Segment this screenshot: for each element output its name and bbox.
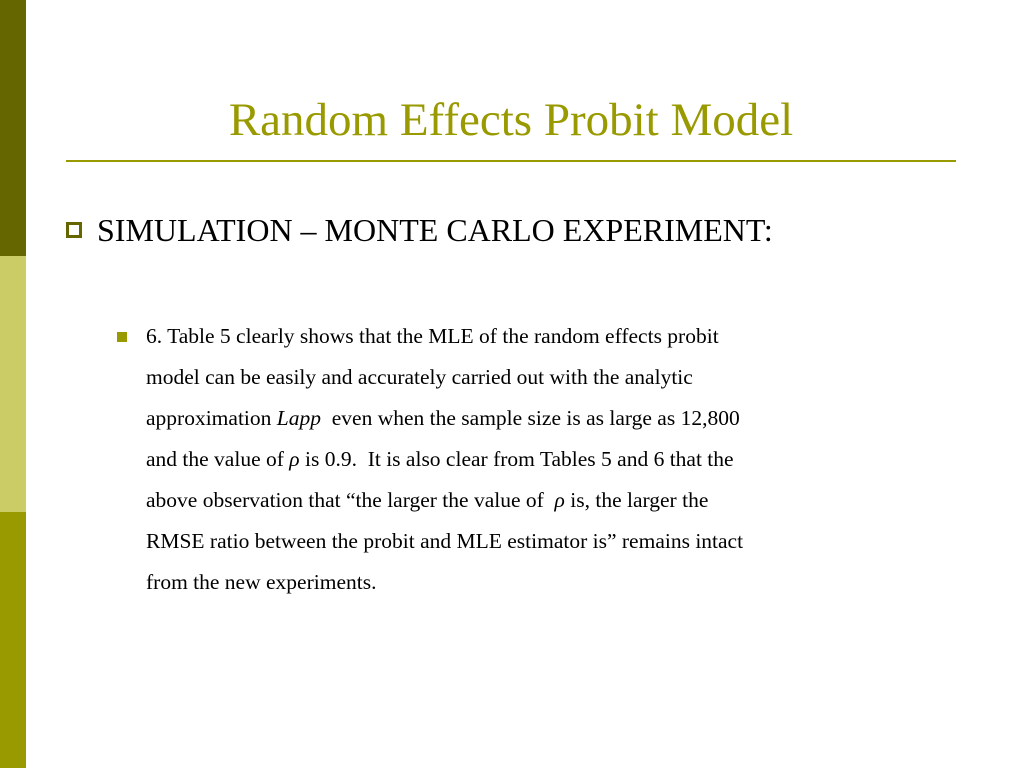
paragraph-line [146, 398, 946, 439]
bullet-level-2-paragraph [146, 316, 946, 603]
text-run: RMSE ratio between the probit and MLE estimator is” remains intact [146, 529, 744, 553]
text-run: is 0.9. It is also clear from Tables 5 and 6 that the [299, 447, 734, 471]
bullet-level-1-text: SIMULATION – MONTE CARLO EXPERIMENT: [97, 212, 773, 248]
text-run: model can be easily and accurately carried out with the analytic [146, 365, 693, 389]
rho-symbol: ρ [289, 447, 300, 471]
text-run: approximation [146, 406, 277, 430]
filled-square-bullet-icon [117, 332, 127, 342]
hollow-square-bullet-icon [66, 222, 82, 238]
paragraph-line [146, 439, 946, 480]
side-bar-segment-medium [0, 512, 26, 768]
slide-title: Random Effects Probit Model [228, 94, 794, 146]
rho-symbol: ρ [554, 488, 565, 512]
text-run: even when the sample size is as large as 12,800 [320, 406, 740, 430]
paragraph-line [146, 480, 946, 521]
text-run: from the new experiments. [146, 570, 377, 594]
title-underline [66, 160, 956, 162]
paragraph-line [146, 357, 946, 398]
lapp-symbol: Lapp [276, 406, 321, 430]
text-run: 6. Table 5 clearly shows that the MLE of the random effects probit [146, 324, 719, 348]
side-accent-bar [0, 0, 26, 768]
bullet-level-1 [66, 208, 773, 252]
text-run: is, the larger the [564, 488, 709, 512]
paragraph-line [146, 316, 946, 357]
paragraph-line [146, 521, 946, 562]
side-bar-segment-dark [0, 0, 26, 256]
paragraph-line [146, 562, 946, 603]
side-bar-segment-light [0, 256, 26, 512]
text-run: and the value of [146, 447, 290, 471]
text-run: above observation that “the larger the value of [146, 488, 555, 512]
